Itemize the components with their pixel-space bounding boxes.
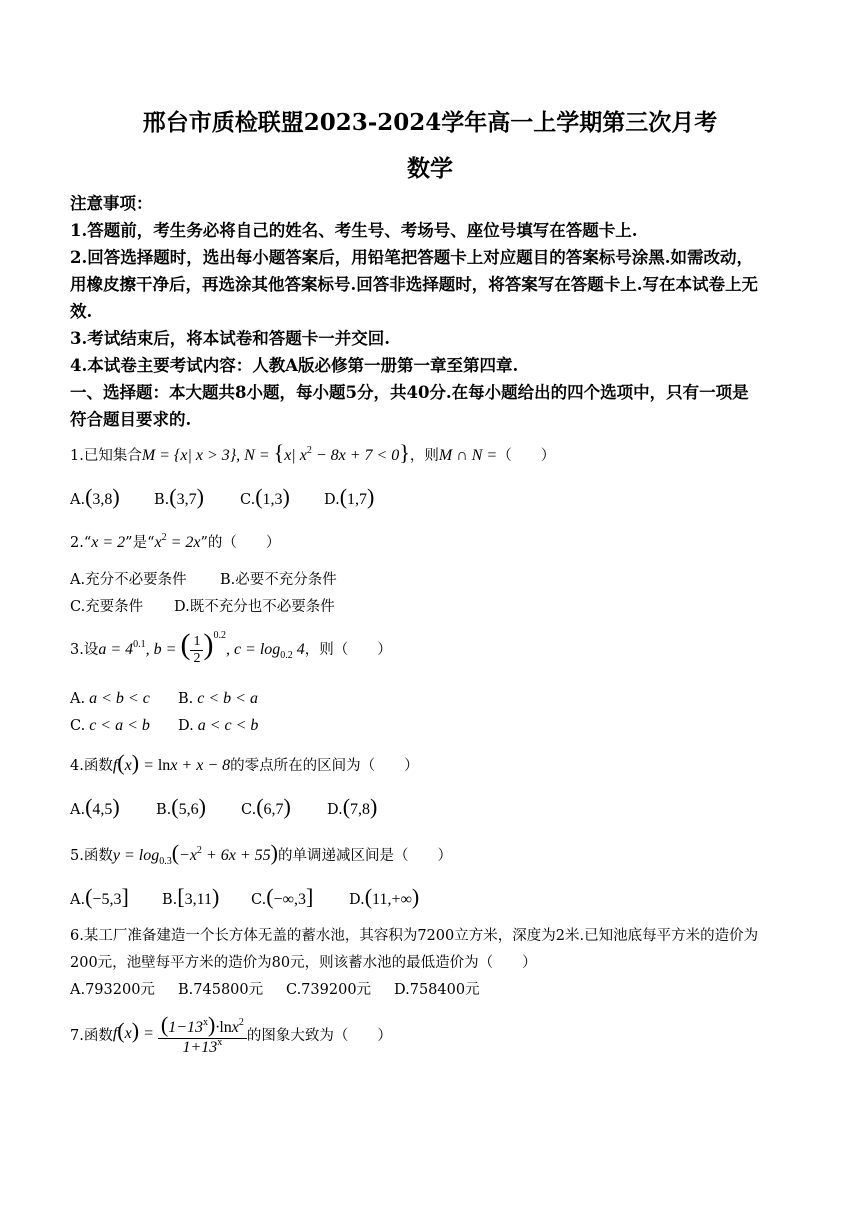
option-d: D. a < c < b	[178, 717, 259, 734]
note-item: 2.回答选择题时，选出每小题答案后，用铅笔把答题卡上对应题目的答案标号涂黑.如需改动，	[70, 248, 753, 267]
note-item: 3.考试结束后，将本试卷和答题卡一并交回.	[70, 329, 390, 348]
option-a: A.(3,8)	[70, 484, 120, 509]
note-item: 1.答题前，考生务必将自己的姓名、考生号、考场号、座位号填写在答题卡上.	[70, 221, 638, 240]
q4-options	[70, 794, 377, 820]
q2-condition-2: $x^2 = 2x$	[154, 532, 201, 551]
q2-options-row2	[70, 595, 335, 616]
note-item: 4.本试卷主要考试内容：人教A版必修第一册第一章至第四章.	[70, 356, 519, 375]
q6-options	[70, 978, 480, 999]
q3-options-row1	[70, 690, 258, 708]
option-c: C.充要条件	[70, 599, 144, 615]
option-a: A.793200元	[70, 982, 155, 998]
q7-function: f(x) = $\frac{(1-13^x)\cdot\ln x^2}{1+13^x}$	[113, 1025, 247, 1042]
q5-function: $y = \log_{0.3}(-x^2 + 6x + 55)$	[112, 840, 278, 867]
option-b: B.(5,6)	[156, 794, 206, 819]
option-d: D.既不充分也不必要条件	[174, 599, 335, 615]
option-c: C.(1,3)	[240, 484, 290, 509]
option-c: C. c < a < b	[70, 717, 150, 734]
q2-options-row1	[70, 568, 337, 589]
exam-subject: 数学	[407, 155, 453, 182]
question-6-line1: 6.某工厂准备建造一个长方体无盖的蓄水池，其容积为7200立方米，深度为2米.已知池底每平方米的造价为	[70, 928, 759, 944]
question-4: 4.函数f(x) = lnx + x − 8的零点所在的区间为（ ）	[70, 750, 419, 775]
option-b: B.必要不充分条件	[220, 572, 337, 588]
option-b: B.(3,7)	[154, 484, 204, 509]
q4-function: f(x) = lnx + x − 8	[112, 750, 231, 775]
q1-options	[70, 484, 374, 510]
question-7: 7.函数f(x) = $\frac{(1-13^x)\cdot\ln x^2}{1+13^x}$ 的图象大致为（ ）	[70, 1012, 392, 1056]
option-d: D.(7,8)	[327, 794, 378, 819]
question-1: 1.已知集合M = {x| x > 3}, N = {x| $x^2 - 8x + 7 < 0$}，则M ∩ N =（ ）	[70, 440, 556, 465]
option-d: D.(11,+∞)	[349, 884, 420, 909]
note-item: 效.	[70, 302, 93, 321]
option-c: C.739200元	[286, 982, 372, 998]
question-6-line2: 200元，池壁每平方米的造价为80元，则该蓄水池的最低造价为（ ）	[70, 955, 537, 971]
option-b: B.[3,11)	[162, 884, 220, 909]
q2-condition-1: x = 2	[91, 534, 126, 551]
section-heading-line1: 一、选择题：本大题共8小题，每小题5分，共40分.在每小题给出的四个选项中，只有一项是	[70, 383, 749, 402]
q5-options	[70, 884, 419, 910]
option-a: A.(4,5)	[70, 794, 120, 819]
q1-set-expression: M = {x| x > 3}, N = {x| $x^2 - 8x + 7 < 0$}	[141, 440, 410, 465]
q1-prefix: 1.已知集合	[70, 448, 142, 464]
question-3: 3.设$a = 4^{0.1}$, b = ( $\frac{1}{2}$ )$^{0.2}$, $c = \log_{0.2} 4$，则（ ）	[70, 628, 392, 666]
option-b: B.745800元	[178, 982, 264, 998]
section-heading-line2: 符合题目要求的.	[70, 410, 192, 429]
question-2: 2.“x = 2”是“$x^2 = 2x$”的（ ）	[70, 532, 281, 551]
option-a: A.充分不必要条件	[70, 572, 187, 588]
option-c: C.(−∞,3]	[251, 884, 314, 909]
question-5: 5.函数$y = \log_{0.3}(-x^2 + 6x + 55)$的单调递减区间是（ ）	[70, 840, 452, 867]
option-a: A.(−5,3]	[70, 884, 129, 909]
option-d: D.(1,7)	[324, 484, 375, 509]
option-a: A. a < b < c	[70, 690, 150, 707]
option-d: D.758400元	[394, 982, 480, 998]
exam-title: 邢台市质检联盟2023-2024学年高一上学期第三次月考	[142, 109, 718, 136]
note-item: 用橡皮擦干净后，再选涂其他答案标号.回答非选择题时，将答案写在答题卡上.写在本试卷上无	[70, 275, 758, 294]
option-b: B. c < b < a	[178, 690, 258, 707]
option-c: C.(6,7)	[241, 794, 291, 819]
q3-options-row2	[70, 717, 258, 735]
notes-heading: 注意事项：	[70, 194, 153, 213]
q3-expression: $a = 4^{0.1}$, b = ( $\frac{1}{2}$ )$^{0.2}$, $c = \log_{0.2} 4$	[98, 628, 305, 666]
